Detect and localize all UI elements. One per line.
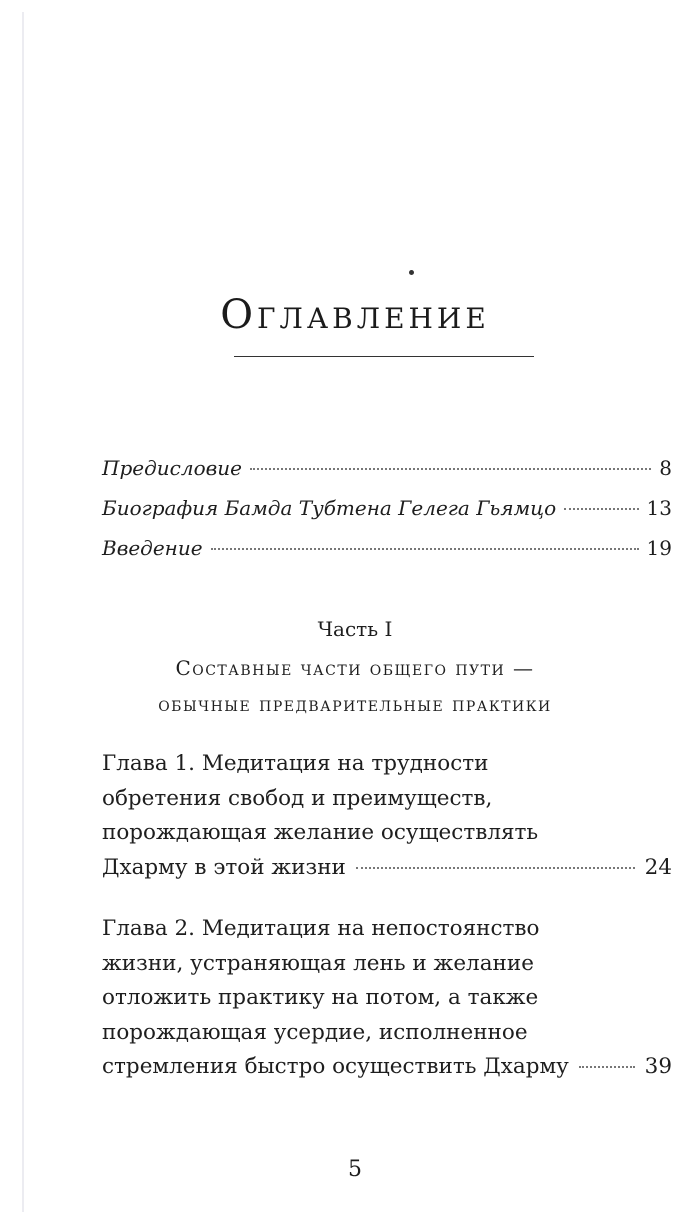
- page-number: 5: [348, 1157, 362, 1182]
- toc-entry-label: Биография Бамда Тубтена Гелега Гьямцо: [102, 496, 557, 520]
- chapter-line: стремления быстро осуществить Дхарму: [102, 1054, 569, 1079]
- ornament-dot: [409, 270, 414, 275]
- toc-entry-label: Предисловие: [102, 456, 242, 480]
- toc-entry-chapter-1[interactable]: [102, 747, 672, 885]
- book-page: [22, 12, 686, 1212]
- chapter-last-line: [102, 851, 672, 886]
- toc-entry-page: 13: [646, 496, 672, 520]
- title-underline: [234, 356, 534, 357]
- toc-entry-page: 19: [646, 536, 672, 560]
- chapter-line: Дхарму в этой жизни: [102, 854, 346, 880]
- chapter-line: порождающая желание осуществлять: [102, 820, 539, 845]
- toc-entry-preface[interactable]: [102, 456, 672, 490]
- toc-entry-introduction[interactable]: [102, 536, 672, 570]
- chapter-line: порождающая усердие, исполненное: [102, 1019, 528, 1045]
- chapter-line: жизни, устраняющая лень и желание: [102, 950, 534, 976]
- chapter-last-line: [102, 1050, 672, 1085]
- toc-entry-label: Введение: [102, 536, 203, 560]
- part-subtitle-line-2: обычные предварительные практики: [158, 692, 552, 716]
- part-title: Часть I: [317, 617, 393, 641]
- toc-title: Оглавление: [220, 292, 490, 338]
- toc-entry-page: 8: [659, 456, 672, 480]
- chapter-line: Глава 1. Медитация на трудности: [102, 751, 489, 776]
- dot-leader: [564, 508, 638, 510]
- toc-entry-page: 24: [644, 854, 672, 880]
- toc-entry-chapter-2[interactable]: [102, 912, 672, 1085]
- chapter-line: Глава 2. Медитация на непостоянство: [102, 916, 540, 941]
- dot-leader: [356, 867, 635, 869]
- dot-leader: [579, 1066, 635, 1068]
- chapter-line: обретения свобод и преимуществ,: [102, 785, 493, 811]
- part-subtitle-line-1: Составные части общего пути —: [175, 656, 535, 680]
- dot-leader: [211, 548, 639, 550]
- chapter-line: отложить практику на потом, а также: [102, 985, 539, 1010]
- dot-leader: [250, 468, 651, 470]
- toc-entry-biography[interactable]: [102, 496, 672, 530]
- toc-entry-page: 39: [644, 1054, 672, 1079]
